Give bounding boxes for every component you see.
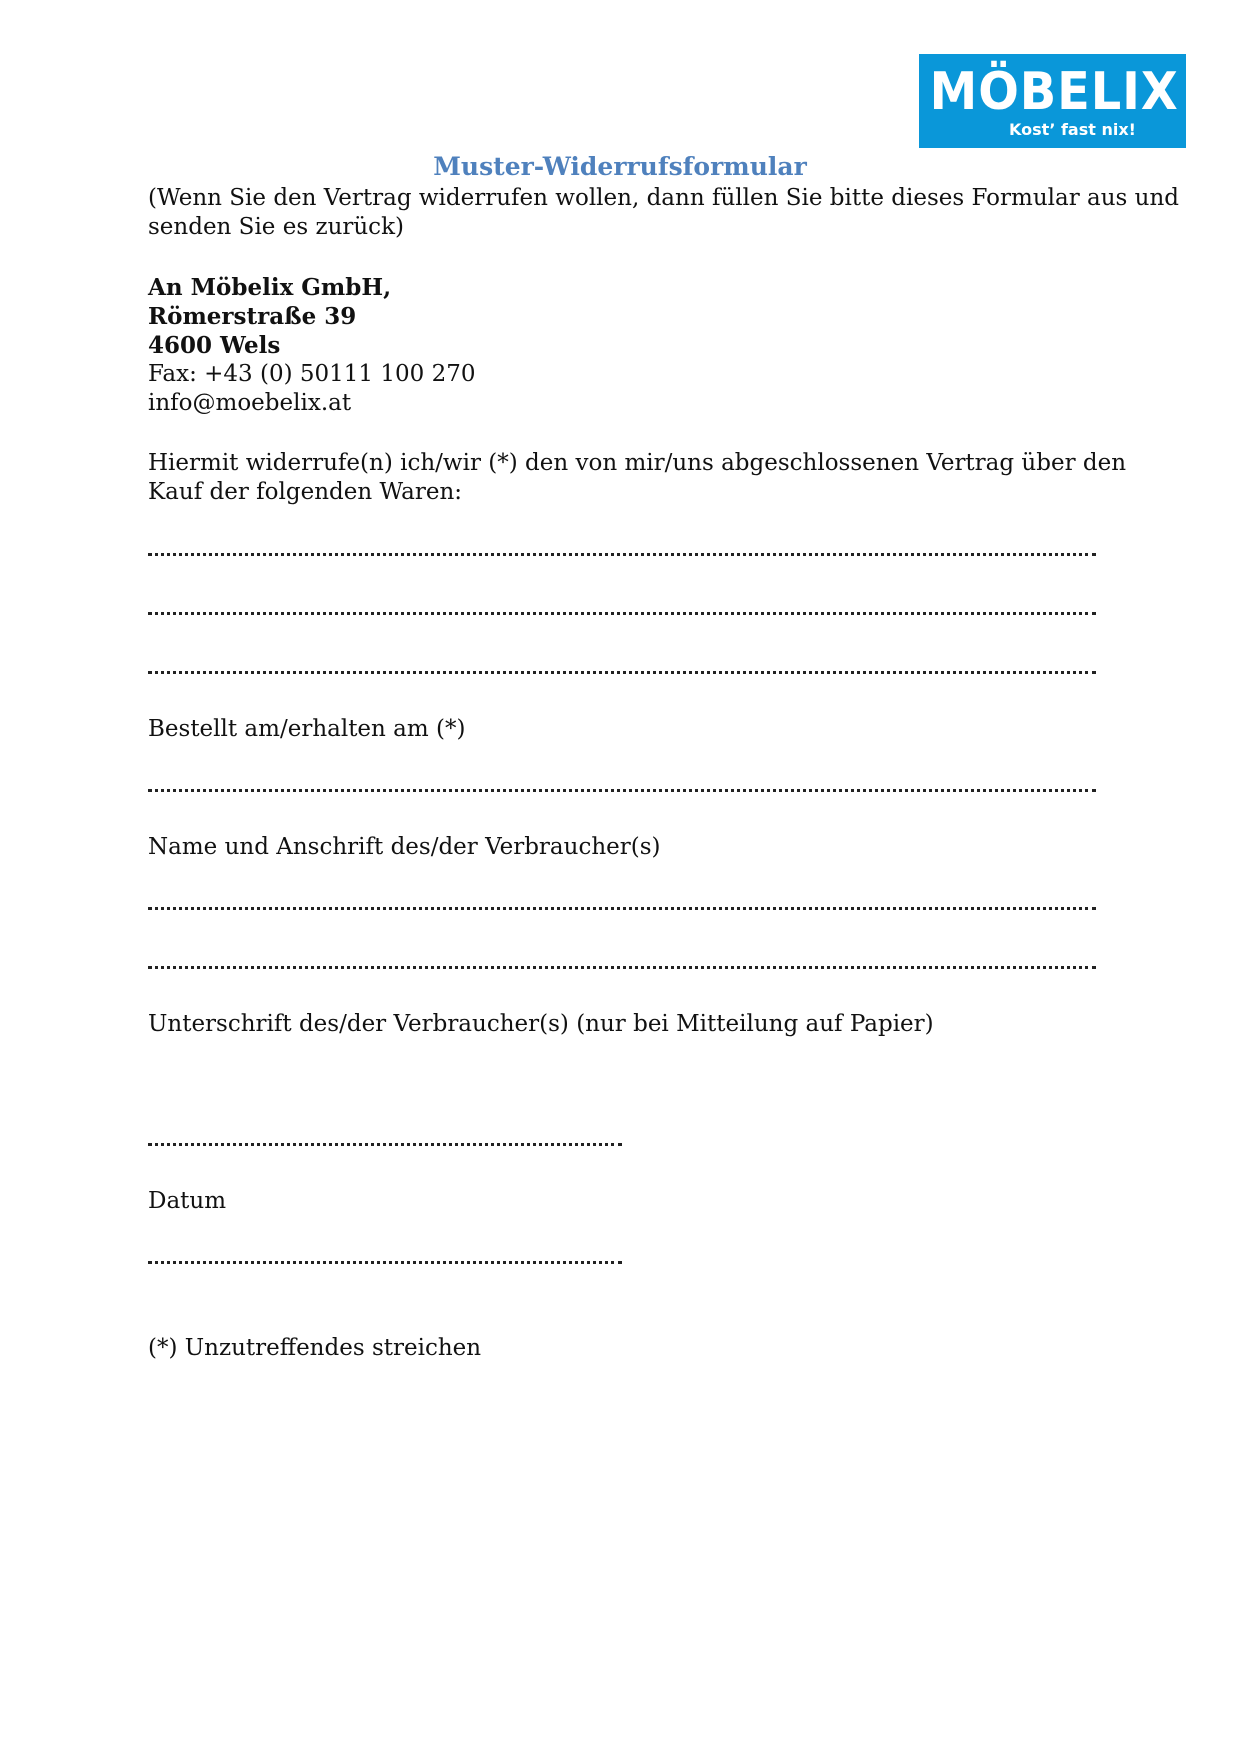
date-field-line[interactable] bbox=[148, 1261, 622, 1264]
goods-field-line-1[interactable] bbox=[148, 553, 1096, 556]
goods-field-line-2[interactable] bbox=[148, 612, 1096, 615]
ordered-label: Bestellt am/erhalten am (*) bbox=[148, 716, 466, 742]
goods-field-line-3[interactable] bbox=[148, 671, 1096, 674]
page-title: Muster-Widerrufsformular bbox=[433, 152, 807, 181]
intro-line-1: (Wenn Sie den Vertrag widerrufen wollen, dann füllen Sie bitte dieses Formular aus und bbox=[148, 185, 1180, 211]
address-city: 4600 Wels bbox=[148, 332, 281, 359]
logo-tagline: Kost’ fast nix! bbox=[1009, 120, 1136, 139]
intro-line-2: senden Sie es zurück) bbox=[148, 214, 404, 240]
address-street: Römerstraße 39 bbox=[148, 303, 357, 330]
consumer-field-line-1[interactable] bbox=[148, 907, 1096, 910]
signature-label: Unterschrift des/der Verbraucher(s) (nur bei Mitteilung auf Papier) bbox=[148, 1011, 934, 1037]
ordered-date-field-line[interactable] bbox=[148, 789, 1096, 792]
signature-field-line[interactable] bbox=[148, 1143, 622, 1146]
address-company: An Möbelix GmbH, bbox=[148, 274, 392, 301]
consumer-field-line-2[interactable] bbox=[148, 966, 1096, 969]
footnote: (*) Unzutreffendes streichen bbox=[148, 1335, 482, 1361]
date-label: Datum bbox=[148, 1188, 227, 1214]
statement-line-2: Kauf der folgenden Waren: bbox=[148, 479, 463, 505]
address-email: info@moebelix.at bbox=[148, 390, 352, 416]
consumer-label: Name und Anschrift des/der Verbraucher(s) bbox=[148, 834, 661, 860]
moebelix-logo bbox=[919, 54, 1186, 148]
statement-line-1: Hiermit widerrufe(n) ich/wir (*) den von mir/uns abgeschlossenen Vertrag über den bbox=[148, 450, 1127, 476]
address-fax: Fax: +43 (0) 50111 100 270 bbox=[148, 361, 476, 387]
logo-brand-text: MÖBELIX bbox=[929, 62, 1179, 122]
